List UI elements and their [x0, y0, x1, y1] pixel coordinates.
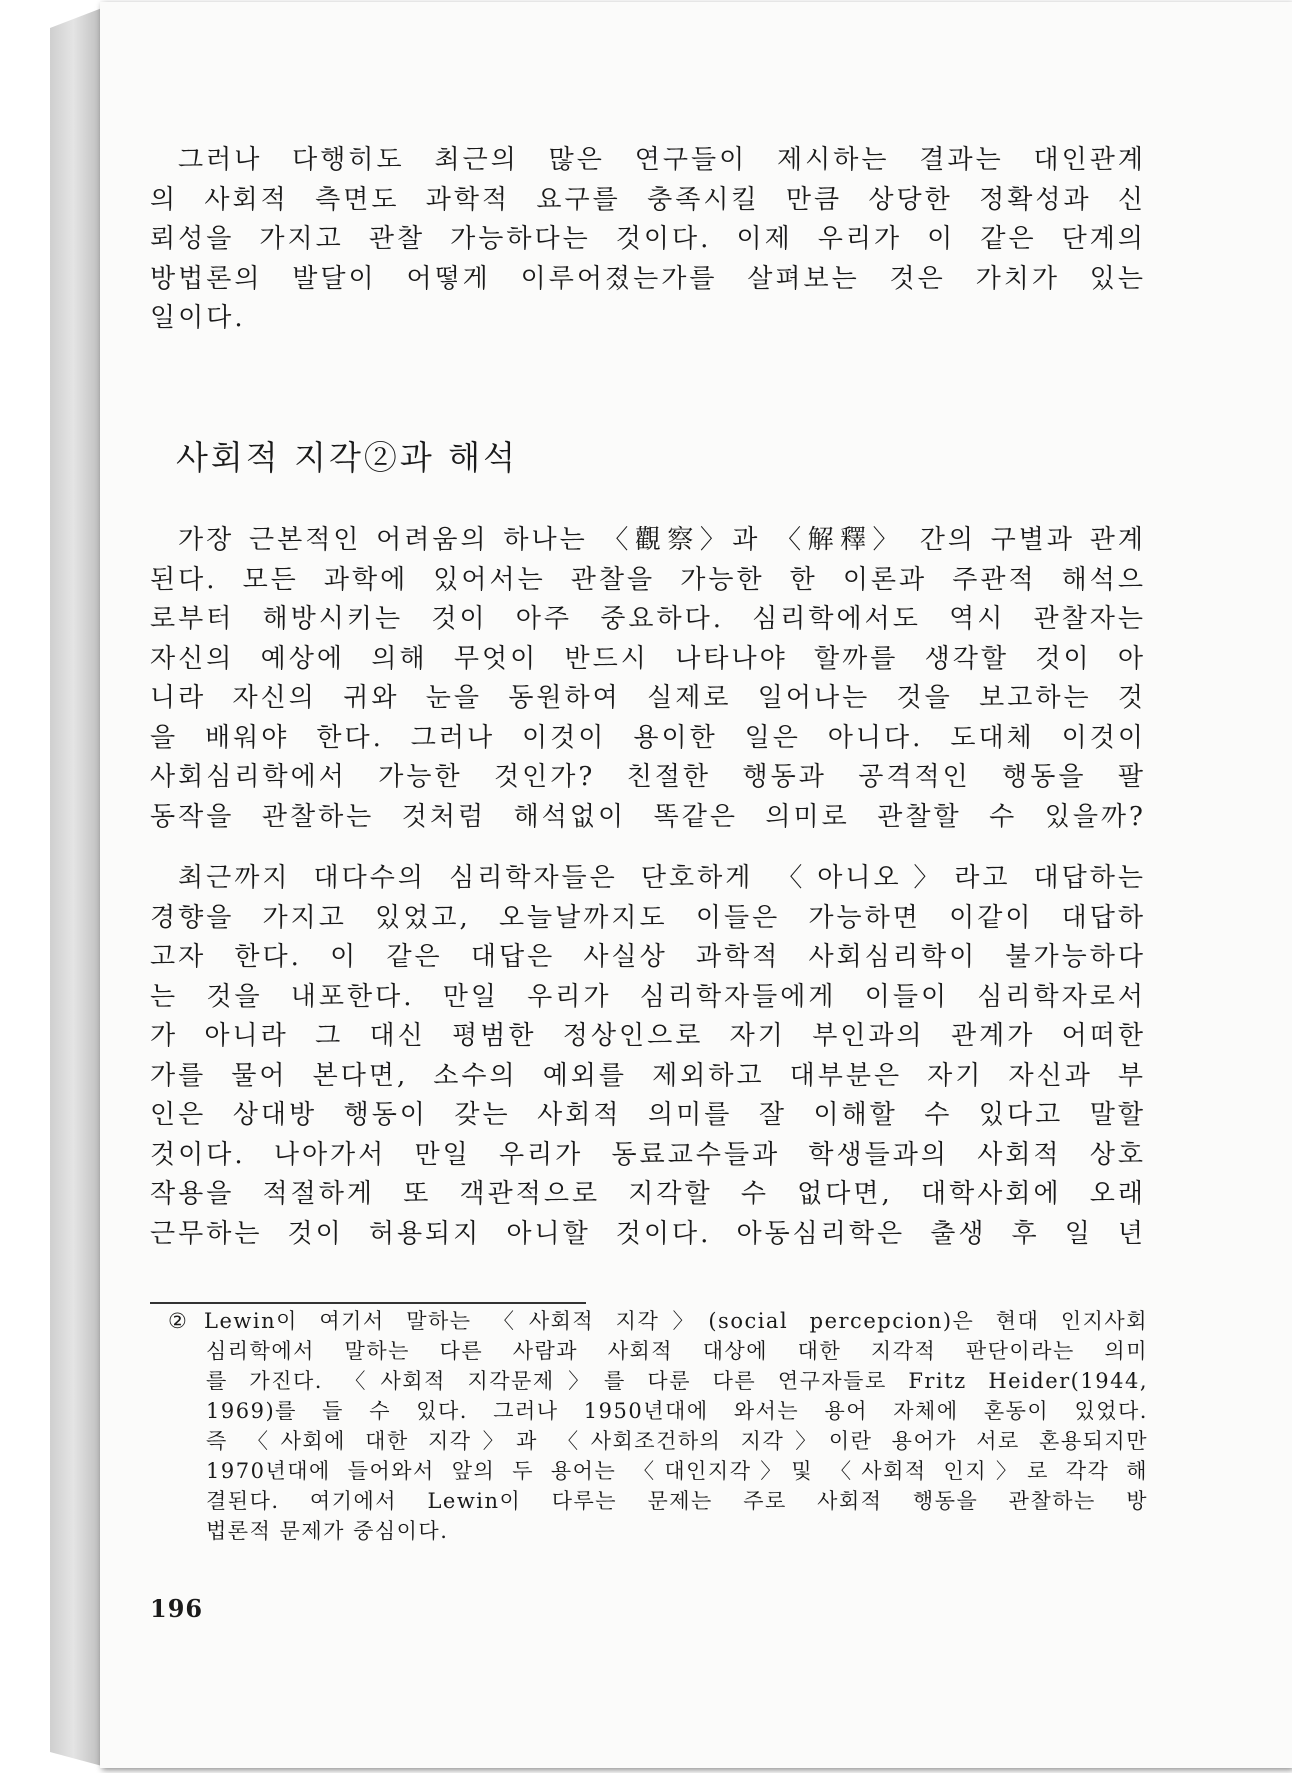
text-line: 뢰성을 가지고 관찰 가능하다는 것이다. 이제 우리가 이 같은 단계의 — [150, 224, 1146, 254]
text-line: 작용을 적절하게 또 객관적으로 지각할 수 없다면, 대학사회에 오래 — [150, 1179, 1146, 1209]
section-heading: 사회적 지각②과 해석 — [176, 438, 519, 477]
footnote-line: 심리학에서 말하는 다른 사람과 사회적 대상에 대한 지각적 판단이라는 의미 — [206, 1339, 1148, 1363]
text-line: 방법론의 발달이 어떻게 이루어졌는가를 살펴보는 것은 가치가 있는 — [150, 263, 1146, 294]
intro-paragraph — [150, 141, 1146, 339]
text-line: 가 아니라 그 대신 평범한 정상인으로 자기 부인과의 관계가 어떠한 — [150, 1021, 1146, 1051]
text-line: 근무하는 것이 허용되지 아니할 것이다. 아동심리학은 출생 후 일 년 — [150, 1218, 1146, 1249]
page-number: 196 — [150, 1594, 204, 1623]
text-line: 고자 한다. 이 같은 대답은 사실상 과학적 사회심리학이 불가능하다 — [150, 942, 1146, 972]
text-line: 사회심리학에서 가능한 것인가? 친절한 행동과 공격적인 행동을 팔 — [150, 762, 1146, 792]
text-line: 는 것을 내포한다. 만일 우리가 심리학자들에게 이들이 심리학자로서 — [150, 981, 1146, 1012]
text-line: 최근까지 대다수의 심리학자들은 단호하게 〈아니오〉라고 대답하는 — [178, 863, 1146, 893]
footnote-line: Lewin이 여기서 말하는 〈사회적 지각〉(social percepcion)은 현대 인지사회 — [204, 1309, 1148, 1333]
text-line: 가장 근본적인 어려움의 하나는 〈觀察〉과 〈解釋〉 간의 구별과 관계 — [178, 525, 1146, 555]
body-paragraph-1 — [150, 521, 1146, 837]
text-line: 인은 상대방 행동이 갖는 사회적 의미를 잘 이해할 수 있다고 말할 — [150, 1100, 1146, 1130]
footnote-line: 1970년대에 들어와서 앞의 두 용어는 〈대인지각〉및 〈사회적 인지〉로 각각 해 — [206, 1459, 1148, 1483]
footnote-line: 를 가진다. 〈사회적 지각문제〉를 다룬 다른 연구자들로 Fritz Heider(1944, — [206, 1369, 1148, 1393]
footnote-line: 즉 〈사회에 대한 지각〉과 〈사회조건하의 지각〉이란 용어가 서로 혼용되지만 — [206, 1429, 1148, 1453]
text-line: 니라 자신의 귀와 눈을 동원하여 실제로 일어나는 것을 보고하는 것 — [150, 683, 1146, 713]
text-line: 그러나 다행히도 최근의 많은 연구들이 제시하는 결과는 대인관계 — [178, 145, 1146, 175]
text-line: 가를 물어 본다면, 소수의 예외를 제외하고 대부분은 자기 자신과 부 — [150, 1060, 1146, 1091]
footnote-marker: ② — [168, 1309, 189, 1333]
text-line: 일이다. — [150, 303, 246, 333]
text-line: 로부터 해방시키는 것이 아주 중요하다. 심리학에서도 역시 관찰자는 — [150, 604, 1146, 634]
footnote-line: 결된다. 여기에서 Lewin이 다루는 문제는 주로 사회적 행동을 관찰하는 방 — [206, 1489, 1148, 1513]
footnote-line: 법론적 문제가 중심이다. — [206, 1519, 449, 1543]
book-spine-edge — [50, 8, 102, 1766]
body-paragraph-2 — [150, 859, 1146, 1254]
footnote — [168, 1306, 1148, 1546]
text-line: 것이다. 나아가서 만일 우리가 동료교수들과 학생들과의 사회적 상호 — [150, 1139, 1146, 1170]
footnote-divider — [150, 1302, 586, 1304]
text-line: 경향을 가지고 있었고, 오늘날까지도 이들은 가능하면 이같이 대답하 — [150, 902, 1146, 933]
text-line: 을 배워야 한다. 그러나 이것이 용이한 일은 아니다. 도대체 이것이 — [150, 722, 1146, 753]
text-line: 된다. 모든 과학에 있어서는 관찰을 가능한 한 이론과 주관적 해석으 — [150, 564, 1146, 595]
text-line: 의 사회적 측면도 과학적 요구를 충족시킬 만큼 상당한 정확성과 신 — [150, 184, 1146, 215]
text-line: 동작을 관찰하는 것처럼 해석없이 똑같은 의미로 관찰할 수 있을까? — [150, 801, 1146, 832]
footnote-line: 1969)를 들 수 있다. 그러나 1950년대에 와서는 용어 자체에 혼동이 있었다. — [206, 1399, 1148, 1423]
text-line: 자신의 예상에 의해 무엇이 반드시 나타나야 할까를 생각할 것이 아 — [150, 643, 1146, 674]
